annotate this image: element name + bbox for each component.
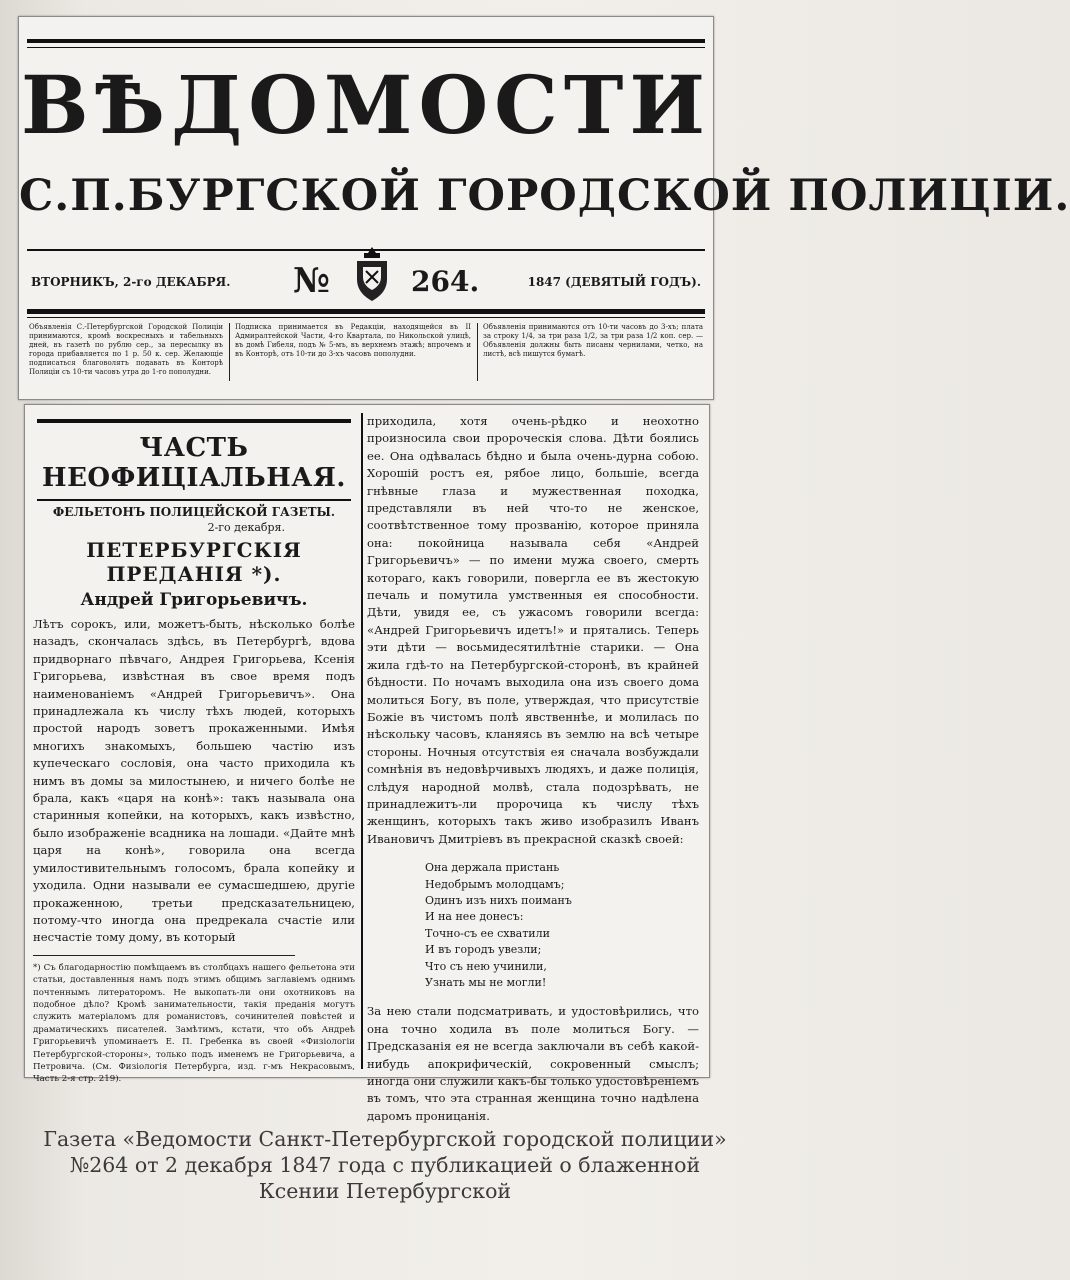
- newspaper-title: ВѢДОМОСТИ: [21, 58, 711, 152]
- right-column-text: приходила, хотя очень-рѣдко и неохотно произносила свои пророческія слова. Дѣти боялись ее. Она одѣвалась бѣдно и была очень-дурна собою. Хорошій ростъ ея, рябое лицо, большіе, всегда гнѣвные глаза и мужественная походка, представляли въ ней что-то не женское, соотвѣтственное тому прозванію, которое приняла она: покойница называла себя «Андрей Григорьевичъ» — по имени мужа своего, смерть котораго, какъ говорили, повергла ее въ жестокую печаль и помутила умственныя ея способности. Дѣти, увидя ее, съ ужасомъ говорили всегда: «Андрей Григорьевичъ идетъ!» и прятались. Теперь эти дѣти — восьмидесятилѣтніе старики. — Она жила гдѣ-то на Петербургской-сторонѣ, въ крайней бѣдности. По ночамъ выходила она изъ своего дома молиться Богу, въ поле, утверждая, что присутствіе Божіе въ чистомъ полѣ явственнѣе, и молилась по нѣскольку часовъ, кланяясь въ землю на всѣ четыре стороны. Ночныя отсутствія ея сначала возбуждали сомнѣнія въ недовѣрчивыхъ людяхъ, и даже полиція, слѣдуя народной молвѣ, стала подозрѣвать, не принадлежитъ-ли пророчица къ числу тѣхъ женщинъ, которыхъ такъ живо изобразилъ Иванъ Ивановичъ Дмитріевъ въ прекрасной сказкѣ своей:: [367, 414, 699, 846]
- article-clipping: [24, 404, 710, 1123]
- section-rule: [37, 419, 351, 423]
- verse-line: Она держала пристань: [425, 861, 560, 875]
- notice-divider: [477, 323, 478, 381]
- masthead-clipping: [18, 16, 1070, 400]
- verse-line: Одинъ изъ нихъ поиманъ: [425, 893, 572, 907]
- article-date: 2-го декабря.: [207, 521, 285, 534]
- newspaper-subtitle: С.П.БУРГСКОЙ ГОРОДСКОЙ ПОЛИЦІИ.: [19, 171, 1070, 221]
- issue-info-row: [31, 257, 701, 301]
- story-subject: Андрей Григорьевичъ.: [80, 590, 308, 610]
- notice-center: Подписка принимается въ Редакціи, находящейся въ II Адмиралтейской Части, 4-го Квартала, по Никольской улицѣ, въ домѣ Гибеля, подъ № 5-мъ, въ верхнемъ этажѣ; впрочемъ и въ Конторѣ, отъ 10-ти до 3-хъ часовъ пополудни.: [235, 323, 471, 358]
- verse-line: И на нее донесъ:: [425, 910, 524, 924]
- notice-divider: [229, 323, 230, 381]
- footnote-rule: [33, 955, 295, 956]
- number-sign: №: [293, 261, 330, 301]
- left-column: [33, 413, 355, 1085]
- verse-line: Что съ нею учинили,: [425, 959, 547, 973]
- section-rule: [37, 499, 351, 501]
- notice-left: Объявленія С.-Петербургской Городской Полиціи принимаются, кромѣ воскресныхъ и табельныхъ дней, въ газетѣ по рублю сер., за пересылку въ города прибавляется по 1 р. 50 к. сер. Желающіе подписаться благоволятъ подавать въ Конторѣ Полиціи съ 10-ти часовъ утра до 1-го пополудни.: [29, 323, 223, 376]
- verse-line: Узнать мы не могли!: [425, 976, 547, 989]
- right-column-text-continued: За нею стали подсматривать, и удостовѣрились, что она точно ходила въ поле молиться Богу. — Предсказанія ея не всегда заключали въ себѣ какой-нибудь апокрифическій, сокровенный смыслъ; иногда они служили какъ-бы только удостовѣреніемъ въ томъ, что эта странная женщина точно надѣлена даромъ проницанія.: [367, 1004, 699, 1123]
- footnote-text: *) Съ благодарностію помѣщаемъ въ столбцахъ нашего фельетона эти статьи, доставленныя намъ подъ этимъ общимъ заглавіемъ однимъ почтеннымъ литераторомъ. Не выкопать-ли они охотниковъ на подобное дѣло? Кромѣ занимательности, такія преданія могутъ служить матеріаломъ для романистовъ, сочинителей повѣстей и драматическихъ писателей. Замѣтимъ, кстати, что объ Андреѣ Григорьевичѣ упоминаетъ Е. П. Гребенка въ своей «Физіологіи Петербургской-стороны», только подъ именемъ не Григорьевича, а Петровича. (См. Физіологія Петербурга, изд. г-мъ Некрасовымъ, Часть 2-я стр. 219).: [33, 962, 355, 1085]
- verse-line: И въ городъ увезли;: [425, 943, 542, 957]
- info-rule-thin: [27, 317, 705, 318]
- top-rule: [27, 39, 705, 43]
- right-column: [367, 413, 699, 1123]
- caption-line: №264 от 2 декабря 1847 года с публикацией о блаженной: [69, 1153, 701, 1177]
- verse-line: Недобрымъ молодцамъ;: [425, 877, 565, 891]
- caption-line: Ксении Петербургской: [258, 1179, 512, 1203]
- issue-year: 1847 (ДЕВЯТЫЙ ГОДЪ).: [527, 275, 701, 289]
- left-column-text: Лѣтъ сорокъ, или, можетъ-быть, нѣсколько болѣе назадъ, скончалась здѣсь, въ Петербургѣ, вдова придворнаго пѣвчаго, Андрея Григорьева, Ксенія Григорьева, извѣстная въ свое время подъ наименованіемъ «Андрей Григорьевичъ». Она принадлежала къ числу тѣхъ людей, которыхъ простой народъ зоветъ прокаженными. Имѣя многихъ знакомыхъ, большею частію изъ купеческаго сословія, она часто приходила къ нимъ въ домы за милостынею, и ничего болѣе не брала, какъ «царя на конѣ»: такъ называла она старинныя копейки, на которыхъ, какъ извѣстно, было изображеніе всадника на лошади. «Дайте мнѣ царя на конѣ», говорила она всегда умилостивительнымъ голосомъ, брала копейку и уходила. Одни называли ее сумасшедшею, другіе прокаженною, третьи предсказательницею, потому-что иногда она предрекала счастіе или несчастіе тому дому, въ который: [33, 617, 355, 945]
- issue-date: ВТОРНИКЪ, 2-го ДЕКАБРЯ.: [31, 275, 231, 289]
- info-rule: [27, 309, 705, 314]
- caption-line: Газета «Ведомости Санкт-Петербургской городской полиции»: [43, 1127, 727, 1151]
- verse-line: Точно-съ ее схватили: [425, 926, 550, 940]
- coat-of-arms-icon: [349, 245, 395, 303]
- story-title: ПЕТЕРБУРГСКІЯ ПРЕДАНІЯ *).: [86, 538, 302, 586]
- verse-quote: [425, 860, 699, 991]
- section-heading: ЧАСТЬ НЕОФИЦІАЛЬНАЯ.: [42, 433, 346, 493]
- photo-caption: [0, 1126, 770, 1204]
- top-rule-thin: [27, 47, 705, 48]
- notice-right: Объявленія принимаются отъ 10-ти часовъ до 3-хъ; плата за строку 1/4, за три раза 1/2, за три раза 1/2 коп. сер. — Объявленія должны быть писаны чернилами, четко, на листѣ, всѣ пишутся бумагѣ.: [483, 323, 703, 358]
- feuilleton-heading: ФЕЛЬЕТОНЪ ПОЛИЦЕЙСКОЙ ГАЗЕТЫ.: [52, 505, 336, 519]
- column-divider: [361, 413, 363, 1069]
- issue-number: 264.: [411, 265, 480, 298]
- notices-row: [29, 323, 703, 383]
